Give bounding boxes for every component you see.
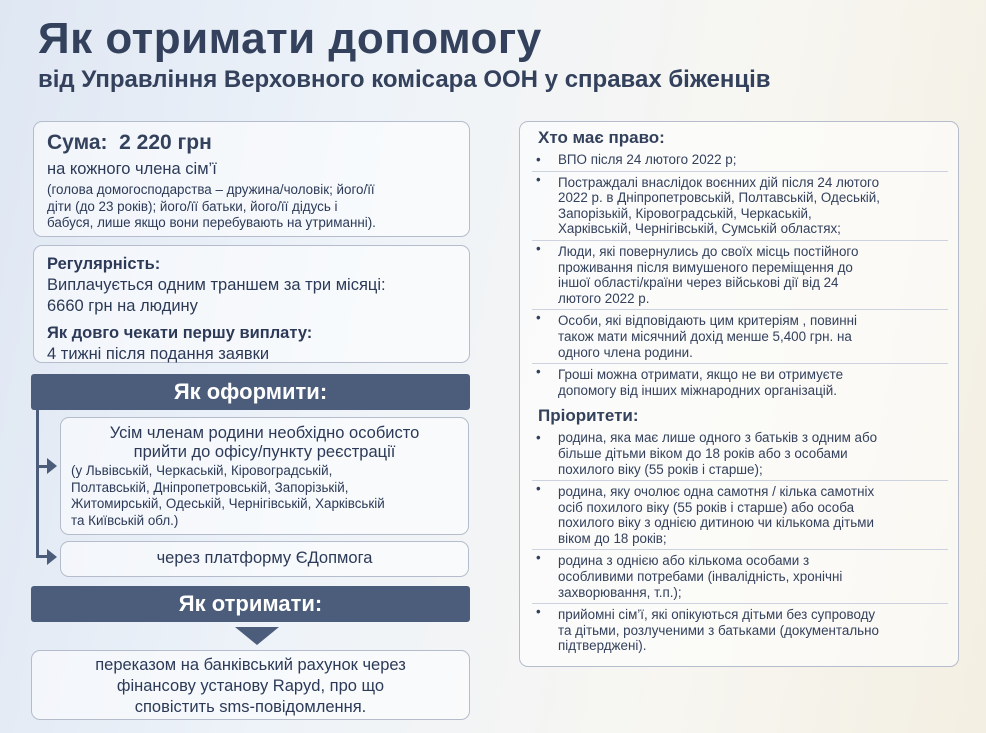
list-item-line: одного члена родини. bbox=[558, 344, 693, 360]
arrow-right-icon bbox=[47, 549, 57, 565]
office-regions: Житомирській, Одеській, Чернігівській, Харківській bbox=[71, 496, 385, 511]
list-item-line: допомогу від інших міжнародних організацій. bbox=[558, 382, 837, 398]
list-item-line: • родина з однією або кількома особами з bbox=[558, 553, 810, 569]
receive-text: сповістить sms-повідомлення. bbox=[134, 698, 367, 716]
list-item-line: захворювання, т.п.); bbox=[558, 584, 682, 600]
list-item-line: • родина, яку очолює одна самотня / кілька самотніх bbox=[558, 484, 875, 500]
connector-line bbox=[36, 410, 39, 558]
office-regions: (у Львівській, Черкаській, Кіровоградській, bbox=[71, 463, 333, 478]
list-item bbox=[532, 549, 948, 600]
list-item bbox=[532, 171, 948, 237]
list-item-line: • Люди, які повернулись до своїх місць постійного bbox=[558, 243, 859, 259]
page-subtitle: від Управління Верховного комісара ООН у справах біженців bbox=[38, 66, 771, 93]
office-main-text: Усім членам родини необхідно особисто bbox=[109, 424, 420, 442]
priorities-heading: Пріоритети: bbox=[538, 406, 639, 426]
list-item-line: 2022 р. в Дніпропетровській, Полтавській, Одеській, bbox=[558, 190, 880, 206]
arrow-right-icon bbox=[47, 458, 57, 474]
list-item bbox=[532, 309, 948, 360]
office-main-text: прийти до офісу/пункту реєстрації bbox=[133, 443, 396, 461]
office-regions: Полтавській, Дніпропетровській, Запорізькій, bbox=[71, 479, 349, 495]
list-item bbox=[532, 480, 948, 546]
amount-details-line: діти (до 23 років); його/її батьки, його/її дідусь і bbox=[47, 198, 338, 214]
platform-option-box bbox=[60, 541, 469, 577]
receive-text: переказом на банківський рахунок через bbox=[95, 656, 406, 674]
list-item bbox=[532, 152, 948, 168]
list-item-line: • Гроші можна отримати, якщо не ви отримуєте bbox=[558, 367, 844, 383]
list-item-line: особливими потребами (інвалідність, хронічні bbox=[558, 569, 843, 585]
amount-per-member: на кожного члена сім’ї bbox=[47, 160, 217, 178]
list-item-line: більше дітьми віком до 18 років або з особами bbox=[558, 445, 848, 461]
list-item-line: Харківській, Чернігівській, Сумській областях; bbox=[558, 221, 841, 237]
eligibility-heading: Хто має право: bbox=[538, 128, 665, 147]
amount-box bbox=[33, 121, 470, 237]
list-item-line: лютого 2022 р. bbox=[558, 290, 650, 306]
list-item bbox=[532, 603, 948, 654]
list-item bbox=[532, 430, 948, 477]
list-item-line: • прийомні сім’ї, які опікуються дітьми без супроводу bbox=[558, 607, 876, 623]
amount-details-line: (голова домогосподарства – дружина/чоловік; його/її bbox=[47, 182, 375, 197]
wait-heading: Як довго чекати першу виплату: bbox=[47, 324, 313, 342]
eligibility-box bbox=[519, 121, 959, 667]
regularity-text: 6660 грн на людину bbox=[47, 297, 198, 315]
list-item-line: та дітьми, розлученими з батьками (документально bbox=[558, 622, 879, 638]
list-item-line: осіб похилого віку (55 років і старше) або особа bbox=[558, 499, 855, 515]
eligibility-list bbox=[532, 152, 948, 398]
list-item-line: похилого віку з однією дитиною чи кількома дітьми bbox=[558, 515, 874, 531]
how-receive-band bbox=[31, 586, 470, 622]
list-item-line: похилого віку (55 років і старше); bbox=[558, 461, 763, 477]
regularity-heading: Регулярність: bbox=[47, 255, 161, 273]
receive-box bbox=[31, 650, 470, 720]
list-item-line: віком до 18 років; bbox=[558, 530, 667, 546]
list-item-line: • Особи, які відповідають цим критеріям , повинні bbox=[558, 313, 858, 329]
amount-details bbox=[47, 182, 469, 232]
list-item-line: підтверджені). bbox=[558, 638, 647, 654]
list-item-line: іншої області/країни через військові дії від 24 bbox=[558, 275, 839, 291]
how-apply-label: Як оформити: bbox=[173, 379, 328, 404]
receive-text: фінансову установу Rapyd, про що bbox=[116, 677, 385, 695]
office-regions: та Київській обл.) bbox=[71, 512, 179, 528]
how-apply-band bbox=[31, 374, 470, 410]
office-option-box bbox=[60, 417, 469, 535]
platform-text: через платформу ЄДопмога bbox=[156, 549, 373, 567]
list-item-line: проживання після вимушеного переміщення до bbox=[558, 259, 853, 275]
regularity-box bbox=[33, 245, 470, 363]
amount-details-line: бабуся, лише якщо вони перебувають на утриманні). bbox=[47, 215, 376, 230]
page-title: Як отримати допомогу bbox=[38, 14, 542, 63]
amount-heading: Сума: 2 220 грн bbox=[47, 131, 212, 154]
list-item bbox=[532, 240, 948, 306]
list-item-line: • родина, яка має лише одного з батьків з одним або bbox=[558, 430, 878, 446]
list-item-line: • ВПО після 24 лютого 2022 р; bbox=[558, 152, 737, 167]
priorities-list bbox=[532, 430, 948, 654]
how-receive-label: Як отримати: bbox=[178, 591, 323, 616]
list-item-line: Запорізькій, Кіровоградській, Черкаській, bbox=[558, 205, 812, 221]
list-item bbox=[532, 363, 948, 398]
list-item-line: також мати місячний дохід менше 5,400 грн. на bbox=[558, 328, 852, 344]
wait-text: 4 тижні після подання заявки bbox=[47, 345, 270, 363]
list-item-line: • Постраждалі внаслідок воєнних дій після 24 лютого bbox=[558, 174, 880, 190]
arrow-down-icon bbox=[235, 627, 279, 645]
regularity-text: Виплачується одним траншем за три місяці: bbox=[47, 276, 386, 294]
